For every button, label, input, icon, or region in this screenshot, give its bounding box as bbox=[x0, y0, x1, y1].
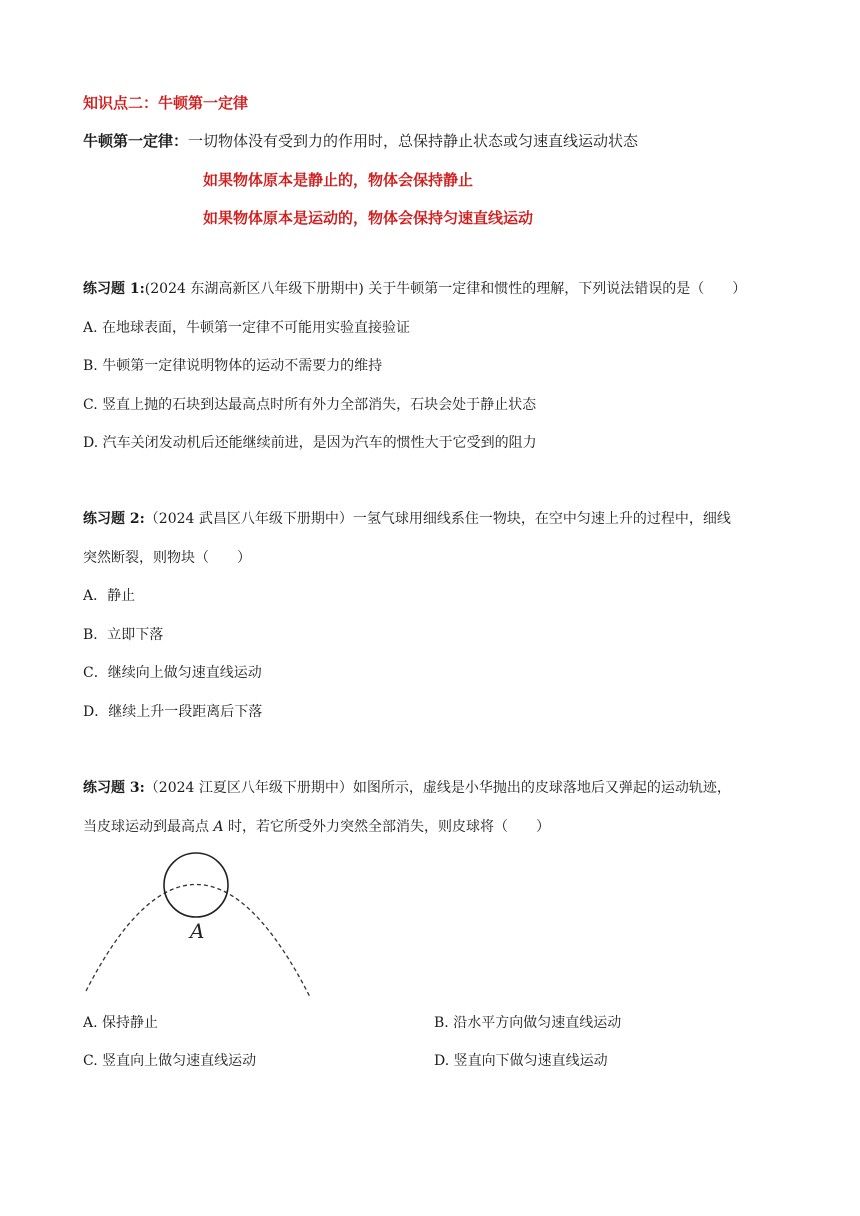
q3-text-1: （2024 江夏区八年级下册期中）如图所示，虚线是小华抛出的皮球落地后又弹起的运动轨迹， bbox=[144, 780, 731, 796]
ball-trajectory-figure bbox=[80, 845, 330, 1005]
q3-point-label: A bbox=[213, 819, 224, 835]
q2-stem-line1 bbox=[83, 508, 731, 528]
q3-text-2a: 当皮球运动到最高点 bbox=[83, 819, 214, 835]
q1-label: 练习题 1: bbox=[83, 281, 145, 297]
q3-stem-line2 bbox=[83, 816, 550, 836]
point-a-label: A bbox=[190, 919, 205, 943]
q2-text-1: （2024 武昌区八年级下册期中）一氢气球用细线系住一物块，在空中匀速上升的过程中，细线 bbox=[144, 511, 731, 527]
q2-option-d: D．继续上升一段距离后下落 bbox=[83, 704, 263, 720]
q1-option-d: D. 汽车关闭发动机后还能继续前进，是因为汽车的惯性大于它受到的阻力 bbox=[83, 435, 537, 451]
law-note-static: 如果物体原本是静止的，物体会保持静止 bbox=[203, 171, 474, 189]
q2-option-a: A．静止 bbox=[83, 588, 136, 604]
q2-option-b: B．立即下落 bbox=[83, 627, 164, 643]
q1-option-b: B. 牛顿第一定律说明物体的运动不需要力的维持 bbox=[83, 358, 383, 374]
law-label: 牛顿第一定律： bbox=[83, 132, 189, 150]
q3-option-d: D. 竖直向下做匀速直线运动 bbox=[434, 1053, 608, 1069]
q1-text: (2024 东湖高新区八年级下册期中) 关于牛顿第一定律和惯性的理解，下列说法错误的是（ ） bbox=[144, 281, 747, 297]
q3-option-b: B. 沿水平方向做匀速直线运动 bbox=[434, 1015, 622, 1031]
q3-stem-line1 bbox=[83, 777, 731, 797]
q3-text-2b: 时，若它所受外力突然全部消失，则皮球将（ ） bbox=[223, 819, 551, 835]
q1-option-a: A. 在地球表面，牛顿第一定律不可能用实验直接验证 bbox=[83, 320, 411, 336]
q2-option-c: C．继续向上做匀速直线运动 bbox=[83, 665, 262, 681]
law-note-moving: 如果物体原本是运动的，物体会保持匀速直线运动 bbox=[203, 209, 534, 227]
q3-option-a: A. 保持静止 bbox=[83, 1015, 159, 1031]
q2-label: 练习题 2: bbox=[83, 511, 145, 527]
q1-option-c: C. 竖直上抛的石块到达最高点时所有外力全部消失，石块会处于静止状态 bbox=[83, 397, 537, 413]
law-line bbox=[83, 130, 638, 151]
q3-label: 练习题 3: bbox=[83, 780, 145, 796]
q1-stem bbox=[83, 278, 746, 298]
q2-stem-line2: 突然断裂，则物块（ ） bbox=[83, 550, 251, 566]
section-title: 知识点二：牛顿第一定律 bbox=[83, 94, 249, 112]
law-text: 一切物体没有受到力的作用时，总保持静止状态或匀速直线运动状态 bbox=[188, 132, 639, 150]
q3-option-c: C. 竖直向上做匀速直线运动 bbox=[83, 1053, 257, 1069]
ball-circle bbox=[164, 853, 228, 917]
